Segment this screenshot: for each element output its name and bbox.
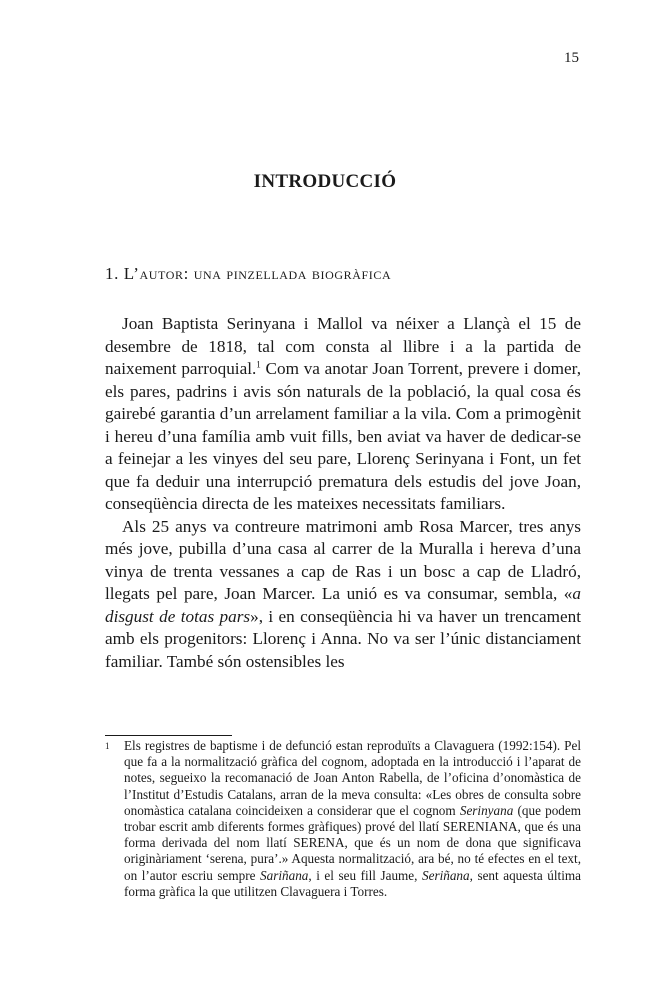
chapter-title: INTRODUCCIÓ (253, 171, 397, 192)
section-heading: 1. L’autor: una pinzellada biogràfica (105, 264, 392, 283)
footnote-reference: 1 (256, 359, 261, 370)
paragraph-2-text-b: », i en conseqüència hi va haver un trencament amb els progenitors: Llorenç i Anna. No va ser l’únic distanciament familiar. També són ostensibles les (105, 606, 581, 671)
footnote-text-d: , sent aquesta última forma gràfica la que utilitzen Clavaguera i Torres. (124, 867, 581, 899)
footnote-italic-1: Serinyana (459, 802, 514, 818)
footnote-italic-2: Sariñana (260, 867, 309, 883)
footnote (105, 738, 581, 900)
footnote-italic-3: Seriñana (422, 867, 470, 883)
footnote-marker: 1 (105, 741, 110, 751)
paragraph-1 (105, 313, 581, 516)
footnote-text (124, 738, 581, 900)
paragraph-1-text-a: Joan Baptista Serinyana i Mallol va néixer a Llançà el 15 de desembre de 1818, tal com consta al llibre i a la partida de naixement parroquial. (105, 314, 581, 378)
page-number: 15 (564, 50, 579, 66)
paragraph-1-text-b: Com va anotar Joan Torrent, prevere i domer, els pares, padrins i avis són naturals de la població, la qual cosa és gairebé garantia d’un arrelament familiar a la vila. Com a primogènit i hereu d’una família amb vuit fills, ben aviat va haver de dedicar-se a feinejar a les vinyes del seu pare, Llorenç Serinyana i Font, un fet que fa deduir una interrupció prematura dels estudis del jove Joan, conseqüència directa de les mateixes necessitats familiars. (105, 359, 581, 513)
footnote-divider (105, 735, 232, 736)
paragraph-2-quote: a disgust de totas pars (105, 584, 581, 626)
body-text (105, 313, 581, 673)
paragraph-2-text-a: Als 25 anys va contreure matrimoni amb Rosa Marcer, tres anys més jove, pubilla d’una casa al carrer de la Muralla i hereva d’una vinya de trenta vessanes a cap de Ras i un bosc a cap de Lladró, llegats pel pare, Joan Marcer. La unió es va consumar, sembla, « (105, 516, 581, 603)
paragraph-2 (105, 516, 581, 674)
footnote-text-c: , i el seu fill Jaume, (308, 867, 422, 883)
footnote-text-a: Els registres de baptisme i de defunció estan reproduïts a Clavaguera (1992:154). Pel que fa a la normalització gràfica del cognom, adoptada en la introducció i l’aparat de notes, segueixo la recomanació de Joan Anton Rabella, de l’oficina d’onomàstica de l’Institut d’Estudis Catalans, arran de la meva consulta: «Les obres de consulta sobre onomàstica catalana coincideixen a considerar que el cognom (124, 738, 581, 818)
footnote-text-b: (que podem trobar escrit amb diferents formes gràfiques) prové del llatí SERENIANA, que és una forma derivada del nom llatí SERENA, que és un nom de dona que significava originàriament ‘serena, pura’.» Aquesta normalització, ara bé, no té efectes en el text, on l’autor escriu sempre (124, 802, 582, 883)
